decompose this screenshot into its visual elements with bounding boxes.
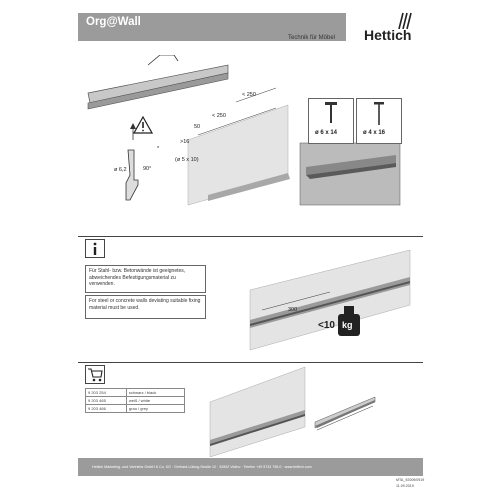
dim-250-top: < 250 [242, 92, 256, 98]
brand-name: Hettich [364, 27, 412, 43]
hettich-logo-icon [394, 9, 414, 29]
warning-icon [133, 116, 153, 134]
dim-250: < 250 [212, 113, 226, 119]
screw-label-2: ø 4 x 16 [363, 130, 386, 136]
dim-5x10: (ø 5 x 10) [175, 157, 199, 163]
dim-50: 50 [194, 124, 201, 130]
note-de: Für Stahl- bzw. Betonwände ist geeignetes, abweichendes Befestigungsmaterial zu verwenden. [85, 265, 206, 293]
dim-62: ø 6,2 [114, 167, 127, 173]
product-diagram [205, 362, 423, 457]
divider-1 [78, 236, 423, 237]
wall-load-diagram [240, 250, 420, 365]
screw-4x16-icon [357, 99, 401, 129]
asterisk: * [157, 146, 160, 152]
cart-icon [85, 365, 105, 384]
dim-90: 90° [143, 166, 152, 172]
table-row: 9 203 466 grau / grey [86, 405, 185, 413]
info-icon [85, 239, 105, 258]
load-unit: kg [342, 320, 353, 330]
screw-box-2 [356, 98, 402, 144]
dim-16: >16 [180, 139, 190, 145]
doc-date: 11.09.2019 [396, 484, 414, 488]
product-table [85, 388, 185, 413]
load-length: 300 [288, 307, 298, 313]
table-row: 9 203 254 schwarz / black [86, 389, 185, 397]
footer-company: Hettich Marketing- und Vertriebs GmbH & Co. KG · Gerhard-Lüking-Straße 10 · 32602 Vlotho · Telefon +49 5733 798-0 · www.hettich.com [92, 465, 312, 469]
doc-number: MTA_92009/0919 [396, 478, 425, 482]
screw-6x14-icon [309, 99, 353, 129]
table-row: 9 203 465 weiß / white [86, 397, 185, 405]
mounting-diagram [78, 55, 423, 235]
screw-box-1 [308, 98, 354, 144]
page-title: Org@Wall [86, 16, 141, 28]
max-load: <10 [318, 320, 335, 331]
screw-label-1: ø 6 x 14 [315, 130, 338, 136]
note-en: For steel or concrete walls deviating suitable fixing material must be used. [85, 295, 206, 319]
tagline: Technik für Möbel [288, 35, 336, 41]
